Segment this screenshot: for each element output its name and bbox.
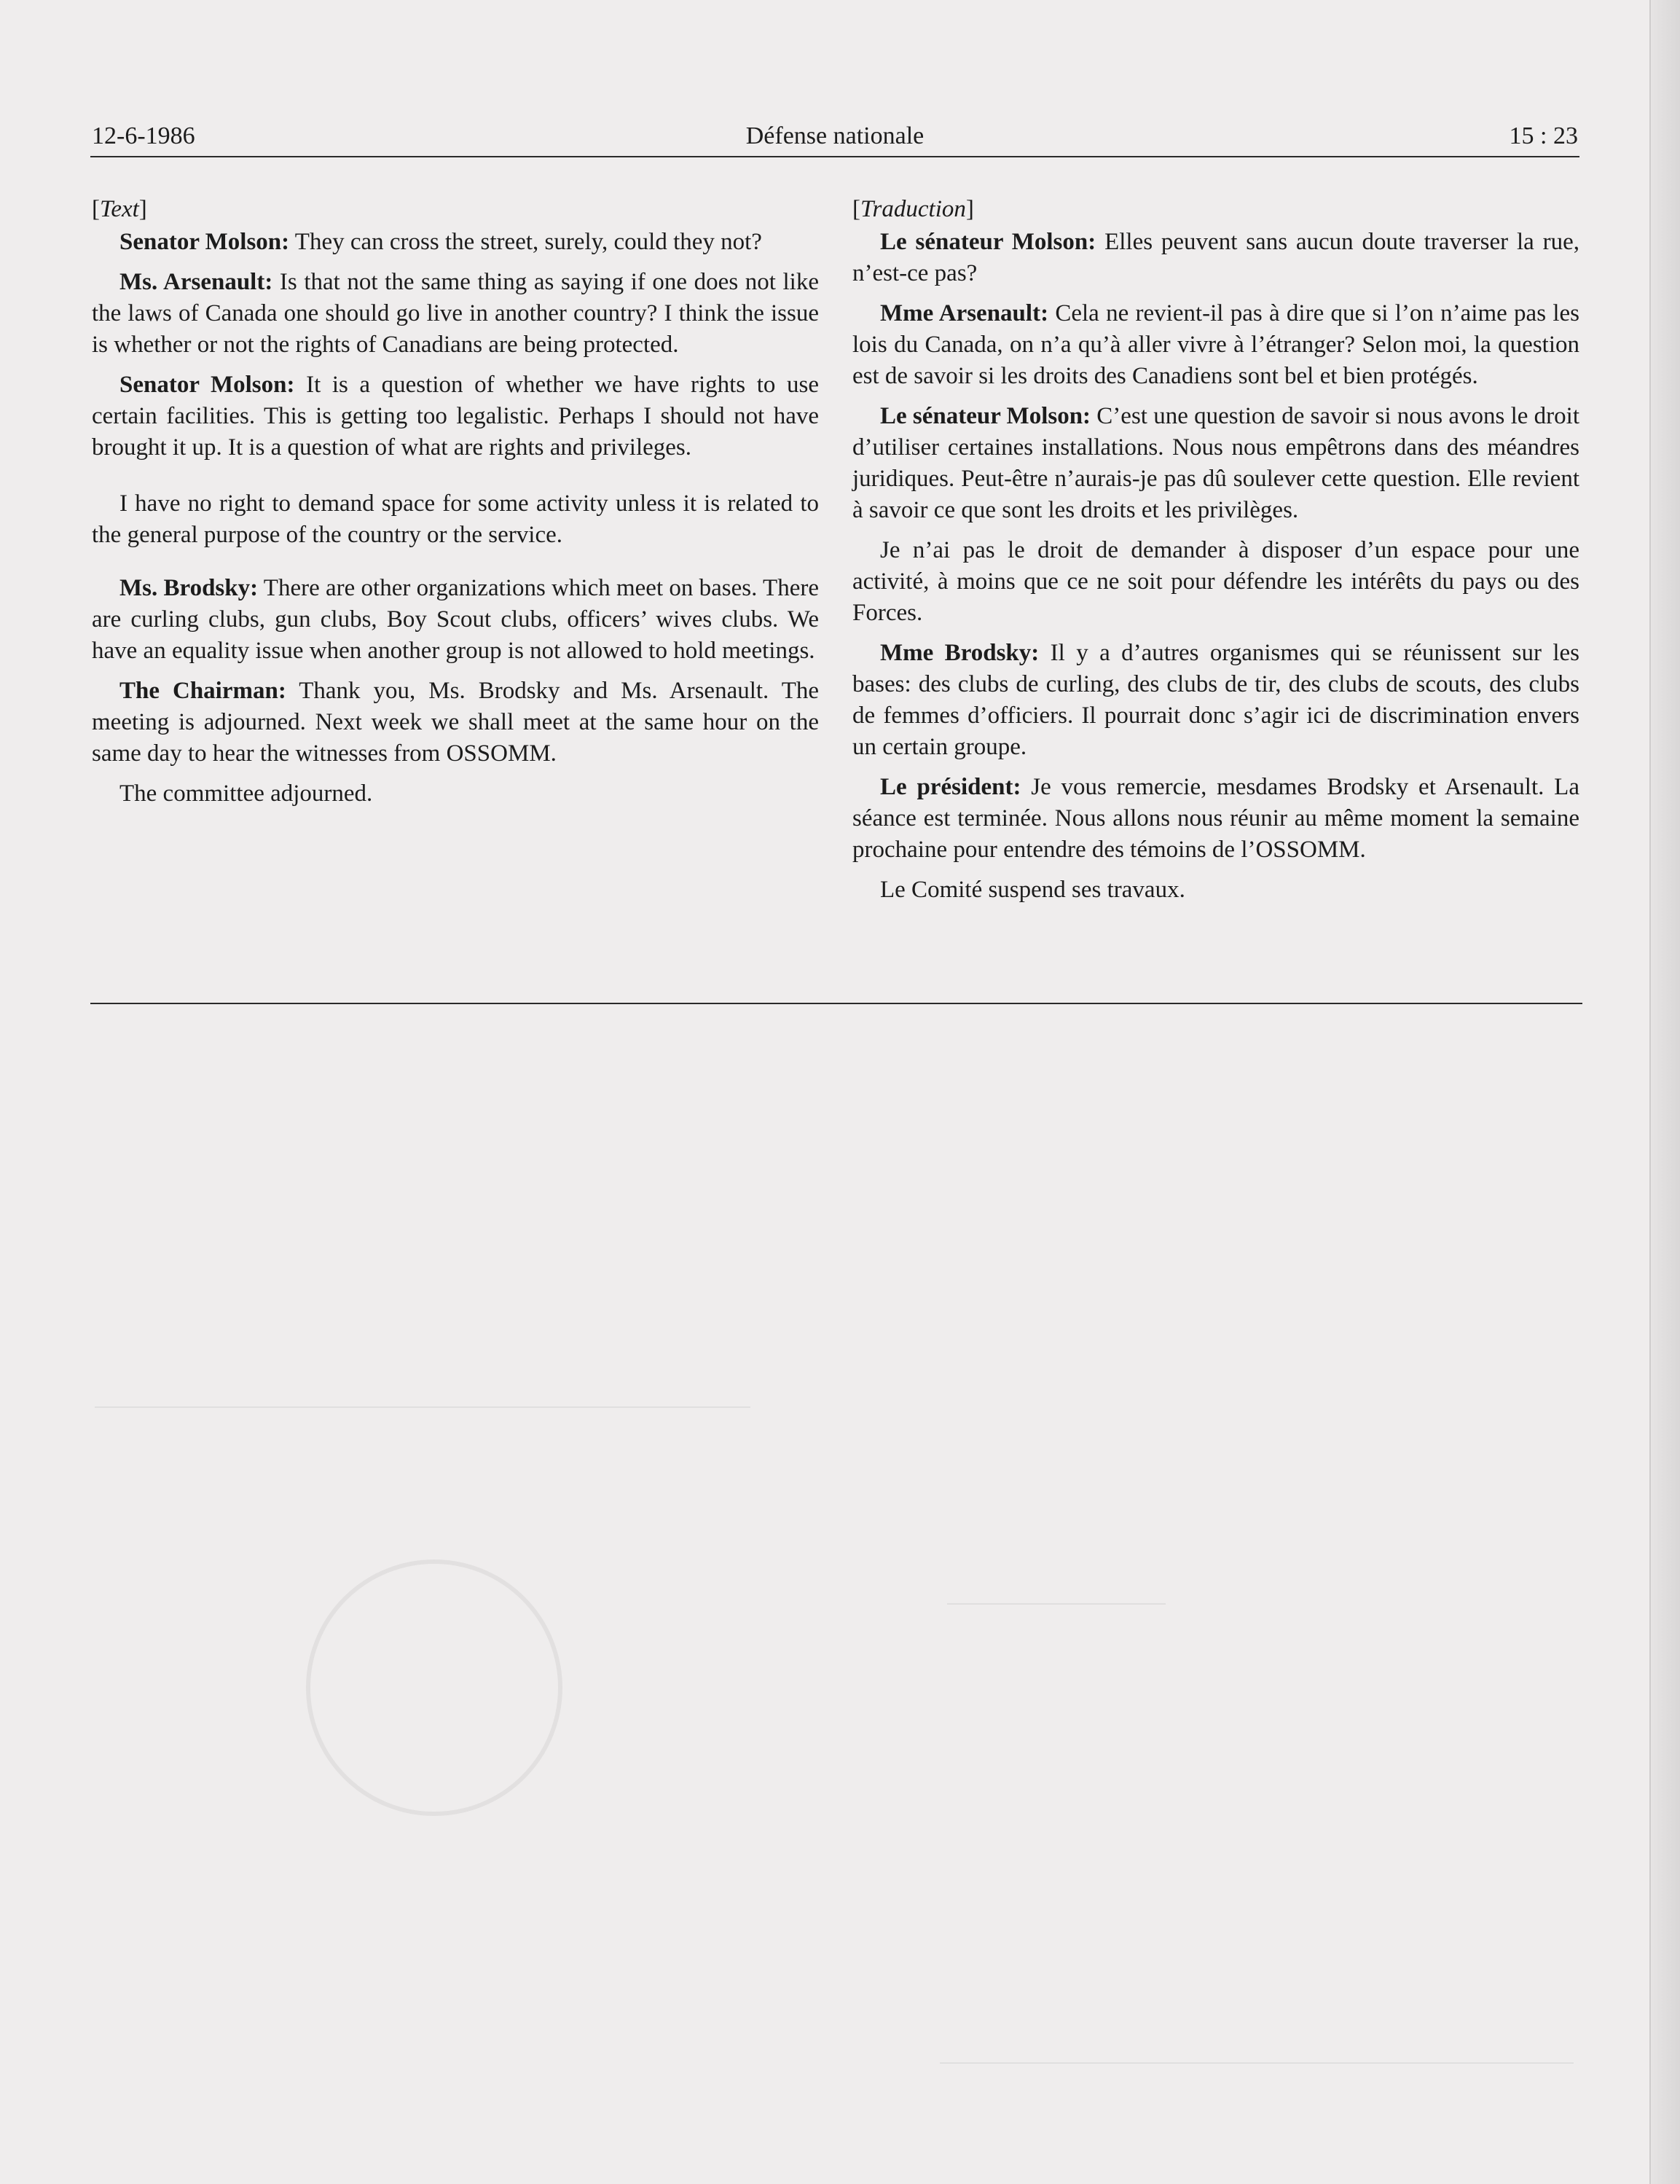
language-label: [Traduction] xyxy=(852,196,974,222)
speech-text: They can cross the street, surely, could they not? xyxy=(289,229,762,255)
speech-text: Je vous remercie, mesdames Brodsky et Arsenault. La séance est terminée. Nous allons nous réunir au même moment la semaine prochaine pour entendre des témoins de l’OSSOMM. xyxy=(852,774,1579,863)
bleed-through-line xyxy=(940,2062,1574,2064)
language-label: [Text] xyxy=(92,196,147,222)
transcript-paragraph xyxy=(852,298,1579,392)
transcript-paragraph xyxy=(852,638,1579,763)
page-edge xyxy=(1649,0,1680,2184)
speech-text: I have no right to demand space for some activity unless it is related to the general purpose of the country or the service. xyxy=(92,490,819,548)
transcript-paragraph xyxy=(92,676,819,770)
transcript-paragraph xyxy=(852,227,1579,289)
bleed-through-line xyxy=(95,1406,750,1408)
footer-rule xyxy=(90,1003,1582,1004)
speech-text: Elles peuvent sans aucun doute traverser la rue, n’est-ce pas? xyxy=(852,229,1579,286)
speech-text: The committee adjourned. xyxy=(119,780,373,807)
speaker-name: Ms. Brodsky: xyxy=(119,575,259,601)
speaker-name: Le président: xyxy=(880,774,1021,800)
transcript-paragraph xyxy=(92,778,819,810)
header-rule xyxy=(90,156,1579,157)
speech-text: Le Comité suspend ses travaux. xyxy=(880,877,1185,903)
transcript-paragraph xyxy=(92,488,819,551)
speech-text: Thank you, Ms. Brodsky and Ms. Arsenault. The meeting is adjourned. Next week we shall meet at the same hour on the same day to hear the witnesses from OSSOMM. xyxy=(92,678,820,767)
running-header xyxy=(92,117,1578,157)
speech-text: Cela ne revient-il pas à dire que si l’on n’aime pas les lois du Canada, on n’a qu’à aller vivre à l’étranger? Selon moi, la question est de savoir si les droits des Canadiens sont bel et bien protégés. xyxy=(852,300,1579,389)
speaker-name: Senator Molson: xyxy=(119,372,295,398)
speaker-name: Le sénateur Molson: xyxy=(880,229,1096,255)
bleed-through-seal xyxy=(306,1559,562,1816)
bleed-through-line xyxy=(947,1603,1166,1605)
english-column xyxy=(92,194,819,818)
transcript-paragraph xyxy=(852,535,1579,629)
speaker-name: Mme Brodsky: xyxy=(880,640,1040,666)
header-page-number: 15 : 23 xyxy=(1509,122,1578,149)
speech-text: Is that not the same thing as saying if one does not like the laws of Canada one should go live in another country? I think the issue is whether or not the rights of Canadians are being protected. xyxy=(92,269,819,358)
french-column xyxy=(852,194,1579,915)
transcript-paragraph xyxy=(92,227,819,258)
speech-text: It is a question of whether we have rights to use certain facilities. This is getting too legalistic. Perhaps I should not have brought it up. It is a question of what are rights and privileges. xyxy=(92,372,819,461)
speaker-name: Senator Molson: xyxy=(119,229,290,255)
speech-text: C’est une question de savoir si nous avons le droit d’utiliser certaines installations. Nous nous empêtrons dans des méandres juridiques. Peut-être n’aurais-je pas dû soulever cette question. Elle revient à savoir ce que sont les droits et les privilèges. xyxy=(852,403,1579,523)
transcript-paragraph xyxy=(852,874,1579,906)
speaker-name: Ms. Arsenault: xyxy=(119,269,273,295)
transcript-paragraph xyxy=(92,369,819,463)
header-date: 12-6-1986 xyxy=(92,122,195,149)
speech-text: Je n’ai pas le droit de demander à disposer d’un espace pour une activité, à moins que ce ne soit pour défendre les intérêts du pays ou des Forces. xyxy=(852,537,1579,626)
speaker-name: Mme Arsenault: xyxy=(880,300,1049,326)
speech-text: Il y a d’autres organismes qui se réunissent sur les bases: des clubs de curling, des clubs de tir, des clubs de scouts, des clubs de femmes d’officiers. Il pourrait donc s’agir ici de discrimination envers un certain groupe. xyxy=(852,640,1579,760)
transcript-paragraph xyxy=(92,573,819,667)
speech-text: There are other organizations which meet on bases. There are curling clubs, gun clubs, Boy Scout clubs, officers’ wives clubs. We have an equality issue when another group is not allowed to hold meetings. xyxy=(92,575,819,664)
transcript-paragraph xyxy=(852,401,1579,526)
transcript-paragraph xyxy=(92,267,819,361)
speaker-name: The Chairman: xyxy=(119,678,286,704)
speaker-name: Le sénateur Molson: xyxy=(880,403,1091,429)
transcript-paragraph xyxy=(852,772,1579,866)
header-title: Défense nationale xyxy=(745,122,925,149)
